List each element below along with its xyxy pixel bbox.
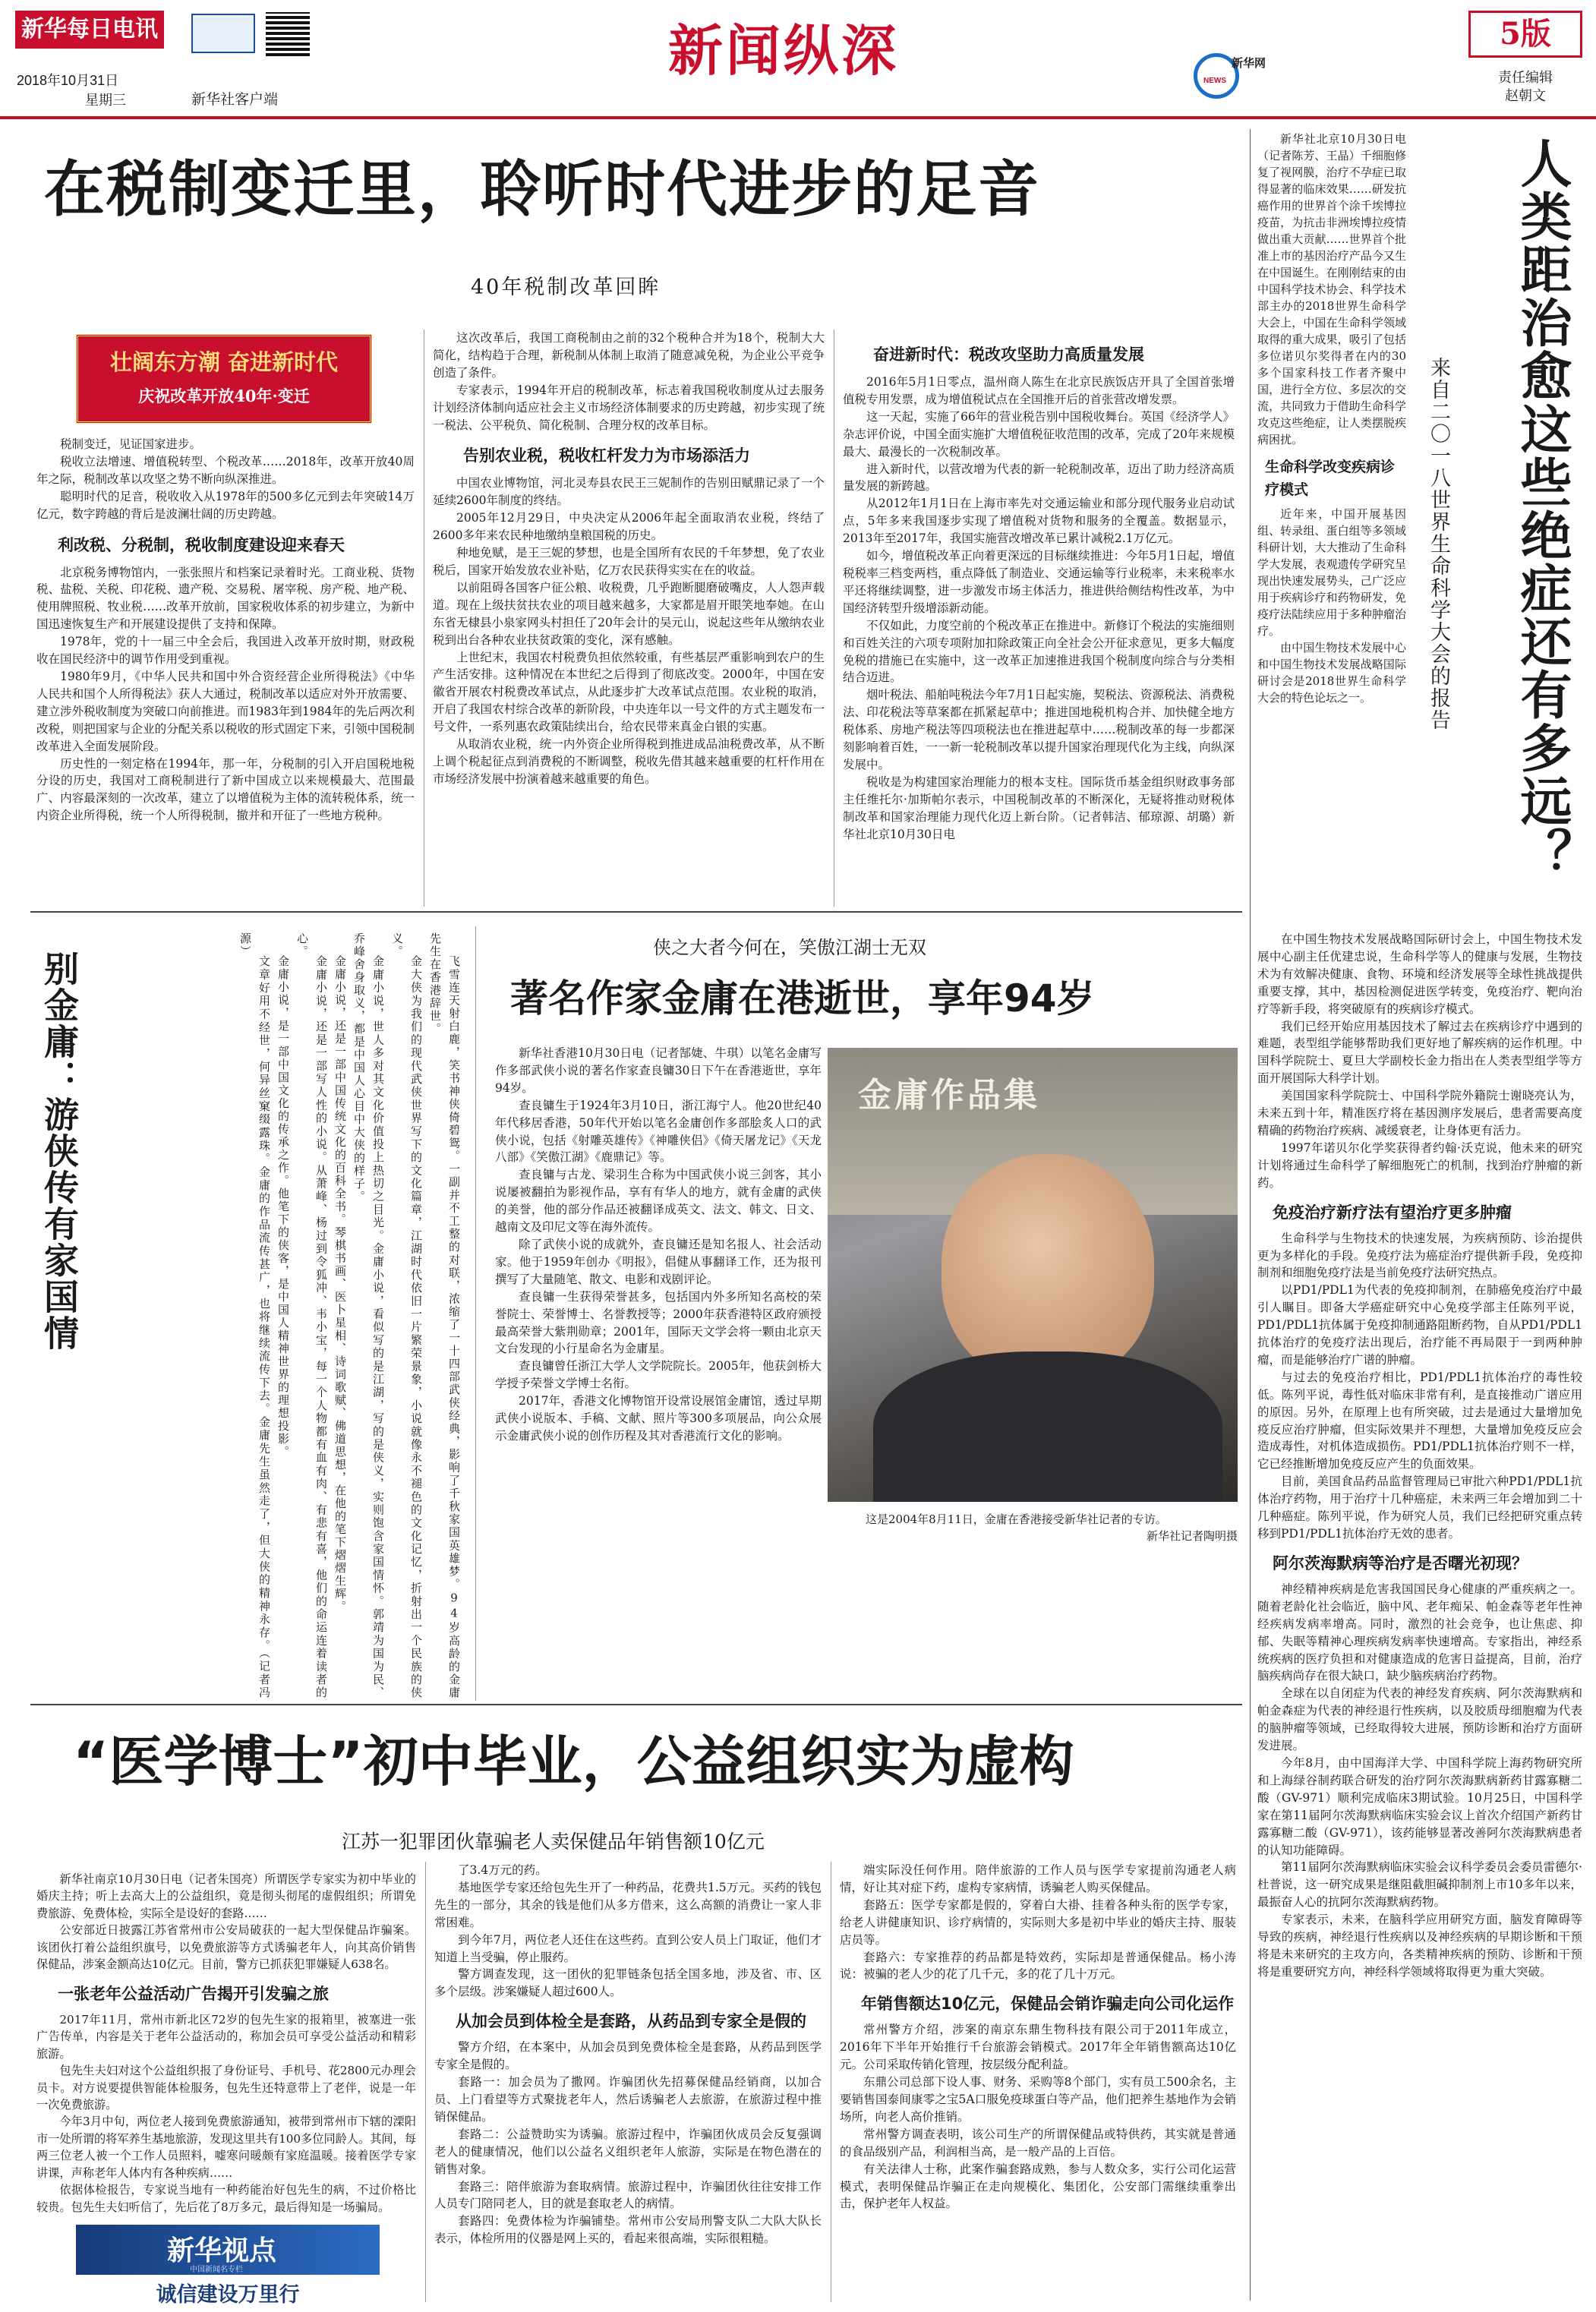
science-paragraph: 在中国生物技术发展战略国际研讨会上，中国生物技术发展中心副主任优建忠说，生命科学等人的健康与发展，生物技术为有效解决健康、食物、环境和经济发展等全球性挑战提供重要支撑，其中，基因检测促进医学转变，免疫治疗、靶向治疗等新手段，将突破原有的疾病诊疗模式。 [1257, 932, 1582, 1016]
jinyong-headline: 著名作家金庸在港逝世，享年94岁 [510, 976, 1095, 1020]
tax-column-2 [433, 330, 825, 788]
science-paragraph: 由中国生物技术发展中心和中国生物技术发展战略国际研讨会是2018世界生命科学大会的特色论坛之一。 [1257, 641, 1406, 705]
tax-intro-p: 税收立法增速、增值税转型、个税改革……2018年，改革开放40周年之际，税制改革以攻坚之势不断向纵深推进。 [36, 454, 415, 486]
science-paragraph: 目前，美国食品药品监督管理局已审批六种PD1/PDL1抗体治疗药物，用于治疗十几种癌症，未来两三年会增加到二十几种癌症。陈列平说，作为研究人员，我们已经把研究重点转移到PD1/PDL1抗体治疗无效的患者。 [1257, 1475, 1582, 1541]
xinhuanet-logo-text: 新华网 [1232, 56, 1266, 70]
jinyong-paragraph: 新华社香港10月30日电（记者郜婕、牛琪）以笔名金庸写作多部武侠小说的著名作家查良镛30日下午在香港逝世，享年94岁。 [495, 1046, 822, 1095]
right-column-divider [1250, 129, 1251, 2301]
health-paragraph: 新华社南京10月30日电（记者朱国亮）所谓医学专家实为初中毕业的婚庆主持；听上去高大上的公益组织，竟是彻头彻尾的虚假组织；所谓免费旅游、免费体检，实际全是设好的套路…… [36, 1872, 416, 1920]
science-body-column [1257, 931, 1582, 1981]
health-paragraph: 套路六：专家推荐的药品都是特效药，实际却是普通保健品。杨小涛说：被骗的老人少的花了几千元，多的花了几十万元。 [840, 1950, 1236, 1982]
health-column-1 [36, 1871, 416, 2216]
jinyong-paragraph: 查良镛生于1924年3月10日，浙江海宁人。他20世纪40年代移居香港，50年代开始以笔名金庸创作多部脍炙人口的武侠小说，包括《射雕英雄传》《神雕侠侣》《倚天屠龙记》《天龙八部》《笑傲江湖》《鹿鼎记》等。 [495, 1098, 822, 1165]
photo-suit [873, 1352, 1222, 1502]
science-subhead-3: 阿尔茨海默病等治疗是否曙光初现？ [1273, 1553, 1528, 1572]
science-subhead-1: 生命科学改变疾病诊疗模式 [1265, 459, 1396, 498]
tax-paragraph: 税收是为构建国家治理能力的根本支柱。国际货币基金组织财政事务部主任维托尔·加斯帕尔表示，中国税制改革的不断深化，无疑将推动财税体制改革和国家治理能力现代化迈上新台阶。（记者韩洁、郁琼源、胡璐）新华社北京10月30日电 [843, 774, 1235, 841]
science-paragraph: 第11届阿尔茨海默病临床实验会议科学委员会委员雷德尔·杜普说，这一研究成果是继阻截胆碱抑制剂上市10多年以来，最振奋人心的抗阿尔茨海默病药物。 [1257, 1860, 1582, 1910]
health-paragraph: 基地医学专家还给包先生开了一种药品，花费共1.5万元。买药的钱包先生的一部分，其余的钱是他们从多方借来，这么高额的消费让一家人非常困难。 [434, 1880, 822, 1929]
commentary-paragraph: 金大侠为我们的现代武侠世界写下的文化篇章，江湖时代依旧一片繁荣景象，小说就像永不褪色的文化记忆，折射出一个民族的侠义。 [390, 932, 423, 1699]
science-paragraph: 以PD1/PDL1为代表的免疫抑制剂，在肺癌免疫治疗中最引人瞩目。即备大学癌症研究中心免疫学部主任陈列平说，PD1/PDL1抗体属于免疫抑制通路阻断药物，自从PD1/PDL1抗体治疗的免疫疗法出现后，治疗能不再局限于一到两种肿瘤，而是能够治疗广谱的肿瘤。 [1257, 1283, 1582, 1367]
commentary-paragraph: 文章好用不经世，何异丝窠缀露珠。金庸的作品流传甚广，也将继续流传下去。金庸先生虽然走了，但大侠的精神永存。（记者冯源） [238, 932, 271, 1699]
science-paragraph: 专家表示，未来，在脑科学应用研究方面，脑发育障碍等导致的疾病，神经退行性疾病以及神经疾病的早期诊断和干预将是未来研究的主攻方向，各类精神疾病的预防、诊断和干预将是重要研究方向，神经科学领域将取得更为重大突破。 [1257, 1913, 1582, 1979]
section-divider [30, 1704, 1242, 1705]
science-paragraph: 生命科学与生物技术的快速发展，为疾病预防、诊治提供更为多样化的手段。免疫疗法为癌症治疗提供新手段，免疫抑制剂和细胞免疫疗法是当前免疫疗法研究热点。 [1257, 1231, 1582, 1280]
editor-name: 赵朝文 [1505, 88, 1546, 103]
commentary-title: 别金庸：游侠传有家国情 [39, 951, 80, 1352]
health-subhead-1: 一张老年公益活动广告揭开引发骗之旅 [58, 1984, 329, 2003]
jinyong-paragraph: 除了武侠小说的成就外，查良镛还是知名报人、社会活动家。他于1959年创办《明报》，倡健从事翻译工作，还为报刊撰写了大量随笔、散文、电影和戏剧评论。 [495, 1237, 822, 1286]
health-paragraph: 套路三：陪伴旅游为套取病情。旅游过程中，诈骗团伙往往安排工作人员专门陪同老人，目的就是套取老人的病情。 [434, 2179, 822, 2211]
health-paragraph: 套路四：免费体检为诈骗铺垫。常州市公安局刑警支队二大队大队长表示，体检所用的仪器是网上买的，看起来很高端，实际很粗糙。 [434, 2214, 822, 2246]
commentary-paragraph: 金庸小说，世人多对其文化价值投上热切之目光。金庸小说，看似写的是江湖，写的是侠义，实则饱含家国情怀。郭靖为国为民、乔峰舍身取义，都是中国人心目中大侠的样子。 [352, 932, 385, 1699]
tax-paragraph: 这一天起，实施了66年的营业税告别中国税收舞台。英国《经济学人》杂志评价说，中国全面实施扩大增值税征收范围的改革，完成了20年来规模最大、最漫长的一次税制改革。 [843, 409, 1235, 459]
tax-paragraph: 北京税务博物馆内，一张张照片和档案记录着时光。工商业税、货物税、盐税、关税、印花税、遗产税、交易税、屠宰税、房产税、地产税、使用牌照税、牧业税……改革开放前，国家税收体系的初步建立，为新中国迅速恢复生产和开展建设提供了支持和保障。 [36, 565, 415, 632]
tax-column-1 [36, 436, 415, 825]
health-subhead-2: 从加会员到体检全是套路，从药品到专家全是假的 [456, 2012, 806, 2031]
banner-line2: 庆祝改革开放40年·变迁 [138, 386, 310, 405]
health-paragraph: 2017年11月，常州市新北区72岁的包先生家的报箱里，被塞进一张广告传单，内容是关于老年公益活动的，称加会员可享受公益活动和精彩旅游。 [36, 2012, 416, 2061]
science-intro-column [1257, 131, 1406, 706]
anniversary-banner [76, 334, 372, 424]
tax-intro-p: 聪明时代的足音，税收收入从1978年的500多亿元到去年突破14万亿元，数字跨越的背后是波澜壮阔的历史跨越。 [36, 489, 415, 521]
photo-face [942, 1154, 1154, 1382]
health-column-3 [840, 1862, 1236, 2213]
science-paragraph: 与过去的免疫治疗相比，PD1/PDL1抗体治疗的毒性较低。陈列平说，毒性低对临床非常有利，是直接推动广谱应用的原因。另外，在原理上也有所突破，过去是通过大量增加免疫反应治疗肿瘤，但实际效果并不理想，大量增加免疫反应会造成毒性，对机体造成损伤。PD1/PDL1抗体治疗则不一样，它已经推断增加免疫反应产生的负面效果。 [1257, 1370, 1582, 1471]
jinyong-paragraph: 2017年，香港文化博物馆开设常设展馆金庸馆，透过早期武侠小说版本、手稿、文献、照片等300多项展品，向公众展示金庸武侠小说的创作历程及其对香港流行文化的影响。 [495, 1394, 822, 1443]
science-subhead: 来自二〇一八世界生命科学大会的报告 [1427, 357, 1450, 731]
caption-text: 这是2004年8月11日，金庸在香港接受新华社记者的专访。 [866, 1512, 1167, 1526]
science-subhead-2: 免疫治疗新疗法有望治疗更多肿瘤 [1273, 1203, 1512, 1222]
health-paragraph: 端实际没任何作用。陪伴旅游的工作人员与医学专家提前沟通老人病情，好让其对症下药，虚构专家病情，诱骗老人购买保健品。 [840, 1863, 1236, 1894]
commentary-body [91, 932, 463, 1699]
paper-name: 新华每日电讯 [15, 11, 164, 49]
health-paragraph: 套路五：医学专家都是假的，穿着白大褂、挂着各种头衔的医学专家，给老人讲健康知识、诊疗病情的，实际则大多是初中毕业的婚庆主持、服装店员等。 [840, 1897, 1236, 1947]
science-paragraph: 近年来，中国开展基因组、转录组、蛋白组等多领域科研计划，大大推动了生命科学大发展，表观遗传学研究呈现出快速发展势头，己广泛应用于疾病诊疗和药物研发，免疫疗法陆续应用于多种肿瘤治疗。 [1257, 507, 1406, 638]
tax-paragraph: 这次改革后，我国工商税制由之前的32个税种合并为18个，税制大大简化，结构趋于合理，新税制从体制上取消了随意减免税，为企业公平竞争创造了条件。 [433, 331, 825, 380]
tax-subhead-2: 告别农业税，税收杠杆发力为市场添活力 [463, 446, 750, 465]
xinhua-logo-icon [191, 14, 255, 53]
health-paragraph: 依据体检报告，专家说当地有一种药能治好包先生的病，不过价格比较贵。包先生夫妇听信了，先后花了8万多元，最后得知是一场骗局。 [36, 2183, 416, 2214]
jinyong-kicker: 侠之大者今何在，笑傲江湖士无双 [653, 937, 926, 958]
tax-intro-p: 税制变迁，见证国家进步。 [60, 437, 202, 451]
health-paragraph: 今年3月中旬，两位老人接到免费旅游通知，被带到常州市下辖的溧阳市一处所谓的将军养生基地旅游，发现这里共有100多位同龄人。其间，每两三位老人被一个工作人员照料，嘘寒问暖颇有家庭温暖。接着医学专家讲课，声称老年人体内有各种疾病…… [36, 2115, 416, 2180]
jinyong-paragraph: 查良镛一生获得荣誉甚多，包括国内外多所知名高校的荣誉院士、荣誉博士、名誉教授等；2000年获香港特区政府颁授最高荣誉大紫荆勋章；2001年，国际天文学会将一颗由北京天文台发现的小行星命名为金庸星。 [495, 1289, 822, 1356]
tax-paragraph: 如今，增值税改革正向着更深远的目标继续推进：今年5月1日起，增值税税率三档变两档，重点降低了制造业、交通运输等行业税率，未来税率水平还将继续调整，进一步激发市场主体活力，推进供给侧结构性改革，为中国经济转型升级增添新动能。 [843, 549, 1235, 615]
science-paragraph: 美国国家科学院院士、中国科学院外籍院士谢晓亮认为，未来五到十年，精准医疗将在基因测序发展后，患者需要高度精确的药物治疗疾病、减缓衰老，让身体更有活力。 [1257, 1089, 1582, 1137]
health-headline: “医学博士”初中毕业，公益组织实为虚构 [73, 1730, 1074, 1793]
science-paragraph: 1997年诺贝尔化学奖获得者约翰·沃克说，他未来的研究计划将通过生命科学了解细胞死亡的机制，找到治疗肿瘤的新药。 [1257, 1140, 1582, 1190]
health-column-2 [434, 1862, 822, 2247]
qr-code-icon[interactable] [266, 12, 310, 56]
jinyong-photo [828, 1048, 1238, 1502]
tax-paragraph: 2005年12月29日，中央决定从2006年起全面取消农业税，终结了2600多年来农民种地缴纳皇粮国税的历史。 [433, 511, 825, 543]
page-number: 5版 [1468, 11, 1582, 58]
tax-paragraph: 种地免赋，是王三妮的梦想，也是全国所有农民的千年梦想，免了农业税后，国家开始发放农业补贴，亿万农民获得实实在在的收益。 [433, 546, 825, 577]
jinyong-paragraph: 查良镛与古龙、梁羽生合称为中国武侠小说三剑客，其小说屡被翻拍为影视作品，享有有华人的地方，就有金庸的武侠的美誉，他的部分作品还被翻译成英文、法文、韩文、日文、越南文及印尼文等在海外流传。 [495, 1168, 822, 1235]
client-label: 新华社客户端 [191, 92, 279, 108]
health-paragraph: 套路一：加会员为了撒网。诈骗团伙先招募保健品经销商，以加合员、上门看望等方式聚拢老年人，然后诱骗老人去旅游，在旅游过程中推销保健品。 [434, 2075, 822, 2124]
tax-subhead-1: 利改税、分税制，税收制度建设迎来春天 [58, 535, 345, 554]
health-paragraph: 警方介绍，在本案中，从加会员到免费体检全是套路，从药品到医学专家全是假的。 [434, 2040, 822, 2072]
tax-paragraph: 不仅如此，力度空前的个税改革正在推进中。新修订个税法的实施细则和百姓关注的六项专项附加扣除政策正向全社会公开征求意见，更多大幅度免税的措施已在实施中，这一改革正加速推进我国个税制度向综合与分类相结合迈进。 [843, 618, 1235, 685]
tax-paragraph: 从取消农业税，统一内外资企业所得税到推进成品油税费改革，从不断上调个税起征点到消费税的不断调整，税收先借其越来越重要的杠杆作用在市场经济发展中扮演着越来越重要的角色。 [433, 737, 825, 786]
health-paragraph: 公安部近日披露江苏省常州市公安局破获的一起大型保健品诈骗案。该团伙打着公益组织旗号，以免费旅游等方式诱骗老年人，向其高价销售保健品，涉案金额高达10亿元。目前，警方已抓获犯罪嫌疑人638名。 [36, 1923, 416, 1972]
health-subhead-3: 年销售额达10亿元，保健品会销诈骗走向公司化运作 [861, 1995, 1235, 2014]
health-subhead: 江苏一犯罪团伙靠骗老人卖保健品年销售额10亿元 [342, 1831, 765, 1853]
xinhua-viewpoint-promo[interactable] [76, 2225, 380, 2307]
editor-label: 责任编辑 [1498, 70, 1553, 85]
tax-column-3 [843, 343, 1235, 843]
news-logo-text: NEWS [1203, 77, 1226, 85]
tax-paragraph: 专家表示，1994年开启的税制改革，标志着我国税收制度从过去服务计划经济体制向适应社会主义市场经济体制要求的历史跨越，初步实现了统一税法、公平税负、简化税制、合理分权的改革目标。 [433, 383, 825, 432]
science-intro: 新华社北京10月30日电（记者陈芳、王晶）千细胞修复了视网膜，治疗不孕症已取得显著的临床效果……研发抗癌作用的世界首个涂千埃博拉疫苗，为抗击非洲埃博拉疫情做出重大贡献……世界首个批准上市的基因治疗产品今又生在中国诞生。在刚刚结束的由中国科学技术协会、科学技术部主办的2018世界生命科学大会上，中国在生命科学领域取得的重大成果，吸引了包括多位诺贝尔奖得者在内的30多个国家科技工作者齐聚中国，进行全方位、多层次的交流，共同致力于借助生命科学攻克这些绝症，让人类摆脱疾病困扰。 [1257, 132, 1406, 446]
tax-paragraph: 中国农业博物馆，河北灵寿县农民王三妮制作的告别田赋鼎记录了一个延续2600年制度的终结。 [433, 476, 825, 508]
health-paragraph: 常州警方介绍，涉案的南京东鼎生物科技有限公司于2011年成立，2016年下半年开始推行千台旅游会销模式。2017年全年销售额高达10亿元。公司采取传销化管理，按层级分配利益。 [840, 2023, 1236, 2072]
science-headline: 人类距治愈这些绝症还有多远？ [1512, 137, 1572, 881]
science-paragraph: 今年8月，由中国海洋大学、中国科学院上海药物研究所和上海绿谷制药联合研发的治疗阿尔茨海默病新药甘露寡糖二酸（GV-971）顺利完成临床3期试验。10月25日，中国科学家在第11届阿尔茨海默病临床实验会议上首次介绍国产新药甘露寡糖二酸（GV-971），该药能够显著改善阿尔茨海默病患者的认知功能障碍。 [1257, 1755, 1582, 1857]
promo-banner [76, 2225, 380, 2275]
commentary-paragraph: 金庸小说，是一部中国文化的传承之作。他笔下的侠客，是中国人精神世界的理想投影。 [276, 955, 290, 1459]
issue-weekday: 星期三 [85, 93, 126, 108]
tax-subhead: 40年税制改革回眸 [471, 276, 661, 299]
tax-paragraph: 1980年9月，《中华人民共和国中外合资经营企业所得税法》《中华人民共和国个人所得税法》获人大通过，税制改革以适应对外开放需要、建立涉外税收制度为突破口向前推进。而1983年到1984年的先后两次利改税，则把国家与企业的分配关系以税收的形式固定下来，引领中国税制改革进入全面发展阶段。 [36, 669, 415, 753]
health-paragraph: 套路二：公益赞助实为诱骗。旅游过程中，诈骗团伙成员会反复强调老人的健康情况，他们以公益名义组织老年人旅游，实际是在物色潜在的销售对象。 [434, 2127, 822, 2176]
column-divider [475, 926, 476, 1701]
column-divider [425, 1862, 426, 2302]
tax-headline: 在税制变迁里，聆听时代进步的足音 [44, 154, 1040, 225]
book-title: 金庸作品集 [858, 1076, 1040, 1115]
health-paragraph: 有关法律人士称，此案作骗套路成熟，参与人数众多，实行公司化运营模式，表明保健品诈骗正在走向规模化、集团化，公安部门需继续重拳出击，保护老年人权益。 [840, 2162, 1236, 2211]
commentary-paragraph: 金庸小说，还是一部中国传统文化的百科全书。琴棋书画、医卜星相、诗词歌赋、佛道思想，在他的笔下熠熠生辉。 [333, 955, 347, 1613]
science-paragraph: 全球在以自闭症为代表的神经发育疾病、阿尔茨海默病和帕金森症为代表的神经退行性疾病，以及胶质母细胞瘤为代表的脑肿瘤等领域，已经取得较大进展，预防诊断和治疗方面研发进展。 [1257, 1686, 1582, 1753]
tax-paragraph: 烟叶税法、船舶吨税法今年7月1日起实施，契税法、资源税法、消费税法、印花税法等草案都在抓紧起草中；推进国地税机构合并、加快健全地方税体系、房地产税法等四项税法也在推进起草中……税制改革的每一步都深刻影响着百姓，一一新一轮税制改革以提升国家治理现代化为主线，向纵深发展中。 [843, 688, 1235, 771]
health-paragraph: 包先生夫妇对这个公益组织报了身份证号、手机号、花2800元办理会员卡。对方说要提供智能体检服务，包先生还特意带上了老伴，说是一年一次免费旅游。 [36, 2064, 416, 2112]
health-paragraph: 常州警方调查表明，该公司生产的所谓保健品或特供药，其实就是普通的食品级别产品，利润相当高，是一般产品的上百倍。 [840, 2127, 1236, 2159]
commentary-paragraph: 飞雪连天射白鹿，笑书神侠倚碧鸳。一副并不工整的对联，浓缩了一十四部武侠经典，影响了千秋家国英雄梦。94岁高龄的金庸先生在香港辞世。 [428, 932, 461, 1699]
tax-paragraph: 上世纪末，我国农村税费负担依然较重，有些基层严重影响到农户的生产生活安排。这种情况在本世纪之后得到了彻底改变。2000年，中国在安徽省开展农村税费改革试点，从此逐步扩大改革试点范围。农业税的取消，开启了我国农村综合改革的新阶段，中央连年以一号文件的方式主题发布一号文件，一系列惠农政策陆续出台，给农民带来真金白银的实惠。 [433, 650, 825, 734]
section-divider [30, 911, 1242, 913]
health-paragraph: 了3.4万元的药。 [458, 1863, 547, 1877]
science-paragraph: 神经精神疾病是危害我国国民身心健康的严重疾病之一。随着老龄化社会临近，脑中风、老年痴呆、帕金森等老年性神经疾病发病率增高。同时，激烈的社会竞争，也让焦虑、抑郁、失眠等精神心理疾病发病率快速增高。专家指出，神经系统疾病的医疗负担和对健康造成的危害日益提高，目前，治疗脑疾病尚存在很大缺口，缺少脑疾病治疗药物。 [1257, 1582, 1582, 1683]
jinyong-caption [866, 1511, 1238, 1544]
science-paragraph: 我们已经开始应用基因技术了解过去在疾病诊疗中遇到的难题，表型组学能够帮助我们更好地了解疾病的运作机理。中国科学院院士、夏旦大学副校长金力指出在人类表型组学等方面开展国际大科学计划。 [1257, 1019, 1582, 1086]
promo-brand-sub: 中国新闻名专栏 [190, 2266, 243, 2274]
photo-credit: 新华社记者陶明摄 [1146, 1529, 1238, 1543]
health-paragraph: 警方调查发现，这一团伙的犯罪链条包括全国多地，涉及省、市、区多个层级。涉案嫌疑人超过600人。 [434, 1967, 822, 1999]
tax-paragraph: 历史性的一刻定格在1994年，那一年，分税制的引入开启国税地税分设的历史，我国对工商税制进行了新中国成立以来规模最大、范围最广、内容最深刻的一次改革，建立了以增值税为主体的流转税体系，统一内资企业所得税，统一个人所得税制，撤并和开征了一些地方税种。 [36, 756, 415, 823]
issue-date: 2018年10月31日 [17, 73, 119, 88]
jinyong-paragraph: 查良镛曾任浙江大学人文学院院长。2005年，他获剑桥大学授予荣誉文学博士名衔。 [495, 1359, 822, 1391]
tax-paragraph: 以前阻碍各国客户征公粮、收税费，几乎跑断腿磨破嘴皮，人人怨声载道。现在上级扶贫扶农业的项目越来越多，大家都是眉开眼笑地奉她。在山东省无棣县小泉家网头村担任了20年会计的吴元山，说起这些年从缴纳农业税到出台各种农业扶贫政策的变化，深有感触。 [433, 580, 825, 647]
tax-subhead-3: 奋进新时代：税改攻坚助力高质量发展 [873, 345, 1144, 364]
tax-paragraph: 2016年5月1日零点，温州商人陈生在北京民族饭店开具了全国首张增值税专用发票，成为增值税试点在全国推开后的首张营改增发票。 [843, 375, 1235, 406]
jinyong-body [495, 1045, 822, 1445]
promo-brand: 新华视点 [167, 2235, 277, 2266]
tax-paragraph: 1978年，党的十一届三中全会后，我国进入改革开放时期，财政税收在国民经济中的调节作用受到重视。 [36, 635, 415, 667]
tax-paragraph: 进入新时代，以营改增为代表的新一轮税制改革，迈出了助力经济高质量发展的新跨越。 [843, 462, 1235, 494]
masthead-rule [0, 116, 1596, 119]
health-paragraph: 到今年7月，两位老人还住在这些药。直到公安人员上门取证，他们才知道上当受骗，停止服药。 [434, 1932, 822, 1964]
commentary-paragraph: 金庸小说，还是一部写人性的小说。从萧峰、杨过到令狐冲、韦小宝，每一个人物都有血有肉、有悲有喜，他们的命运连着读者的心。 [295, 932, 328, 1699]
banner-line1: 壮阔东方潮 奋进新时代 [109, 349, 339, 375]
promo-slogan: 诚信建设万里行 [156, 2283, 300, 2307]
health-paragraph: 东鼎公司总部下设人事、财务、采购等8个部门，实有员工500余名，主要销售国泰间康零之宝5A口服免疫球蛋白等产品，他们把养生基地作为会销场所，向老人高价推销。 [840, 2075, 1236, 2124]
tax-paragraph: 从2012年1月1日在上海市率先对交通运输业和部分现代服务业启动试点，5年多来我国逐步实现了增值税对货物和服务的全覆盖。数据显示，2013年至2017年，我国实施营改增改革已累计减税2.1万亿元。 [843, 497, 1235, 546]
section-title: 新闻纵深 [668, 18, 900, 83]
